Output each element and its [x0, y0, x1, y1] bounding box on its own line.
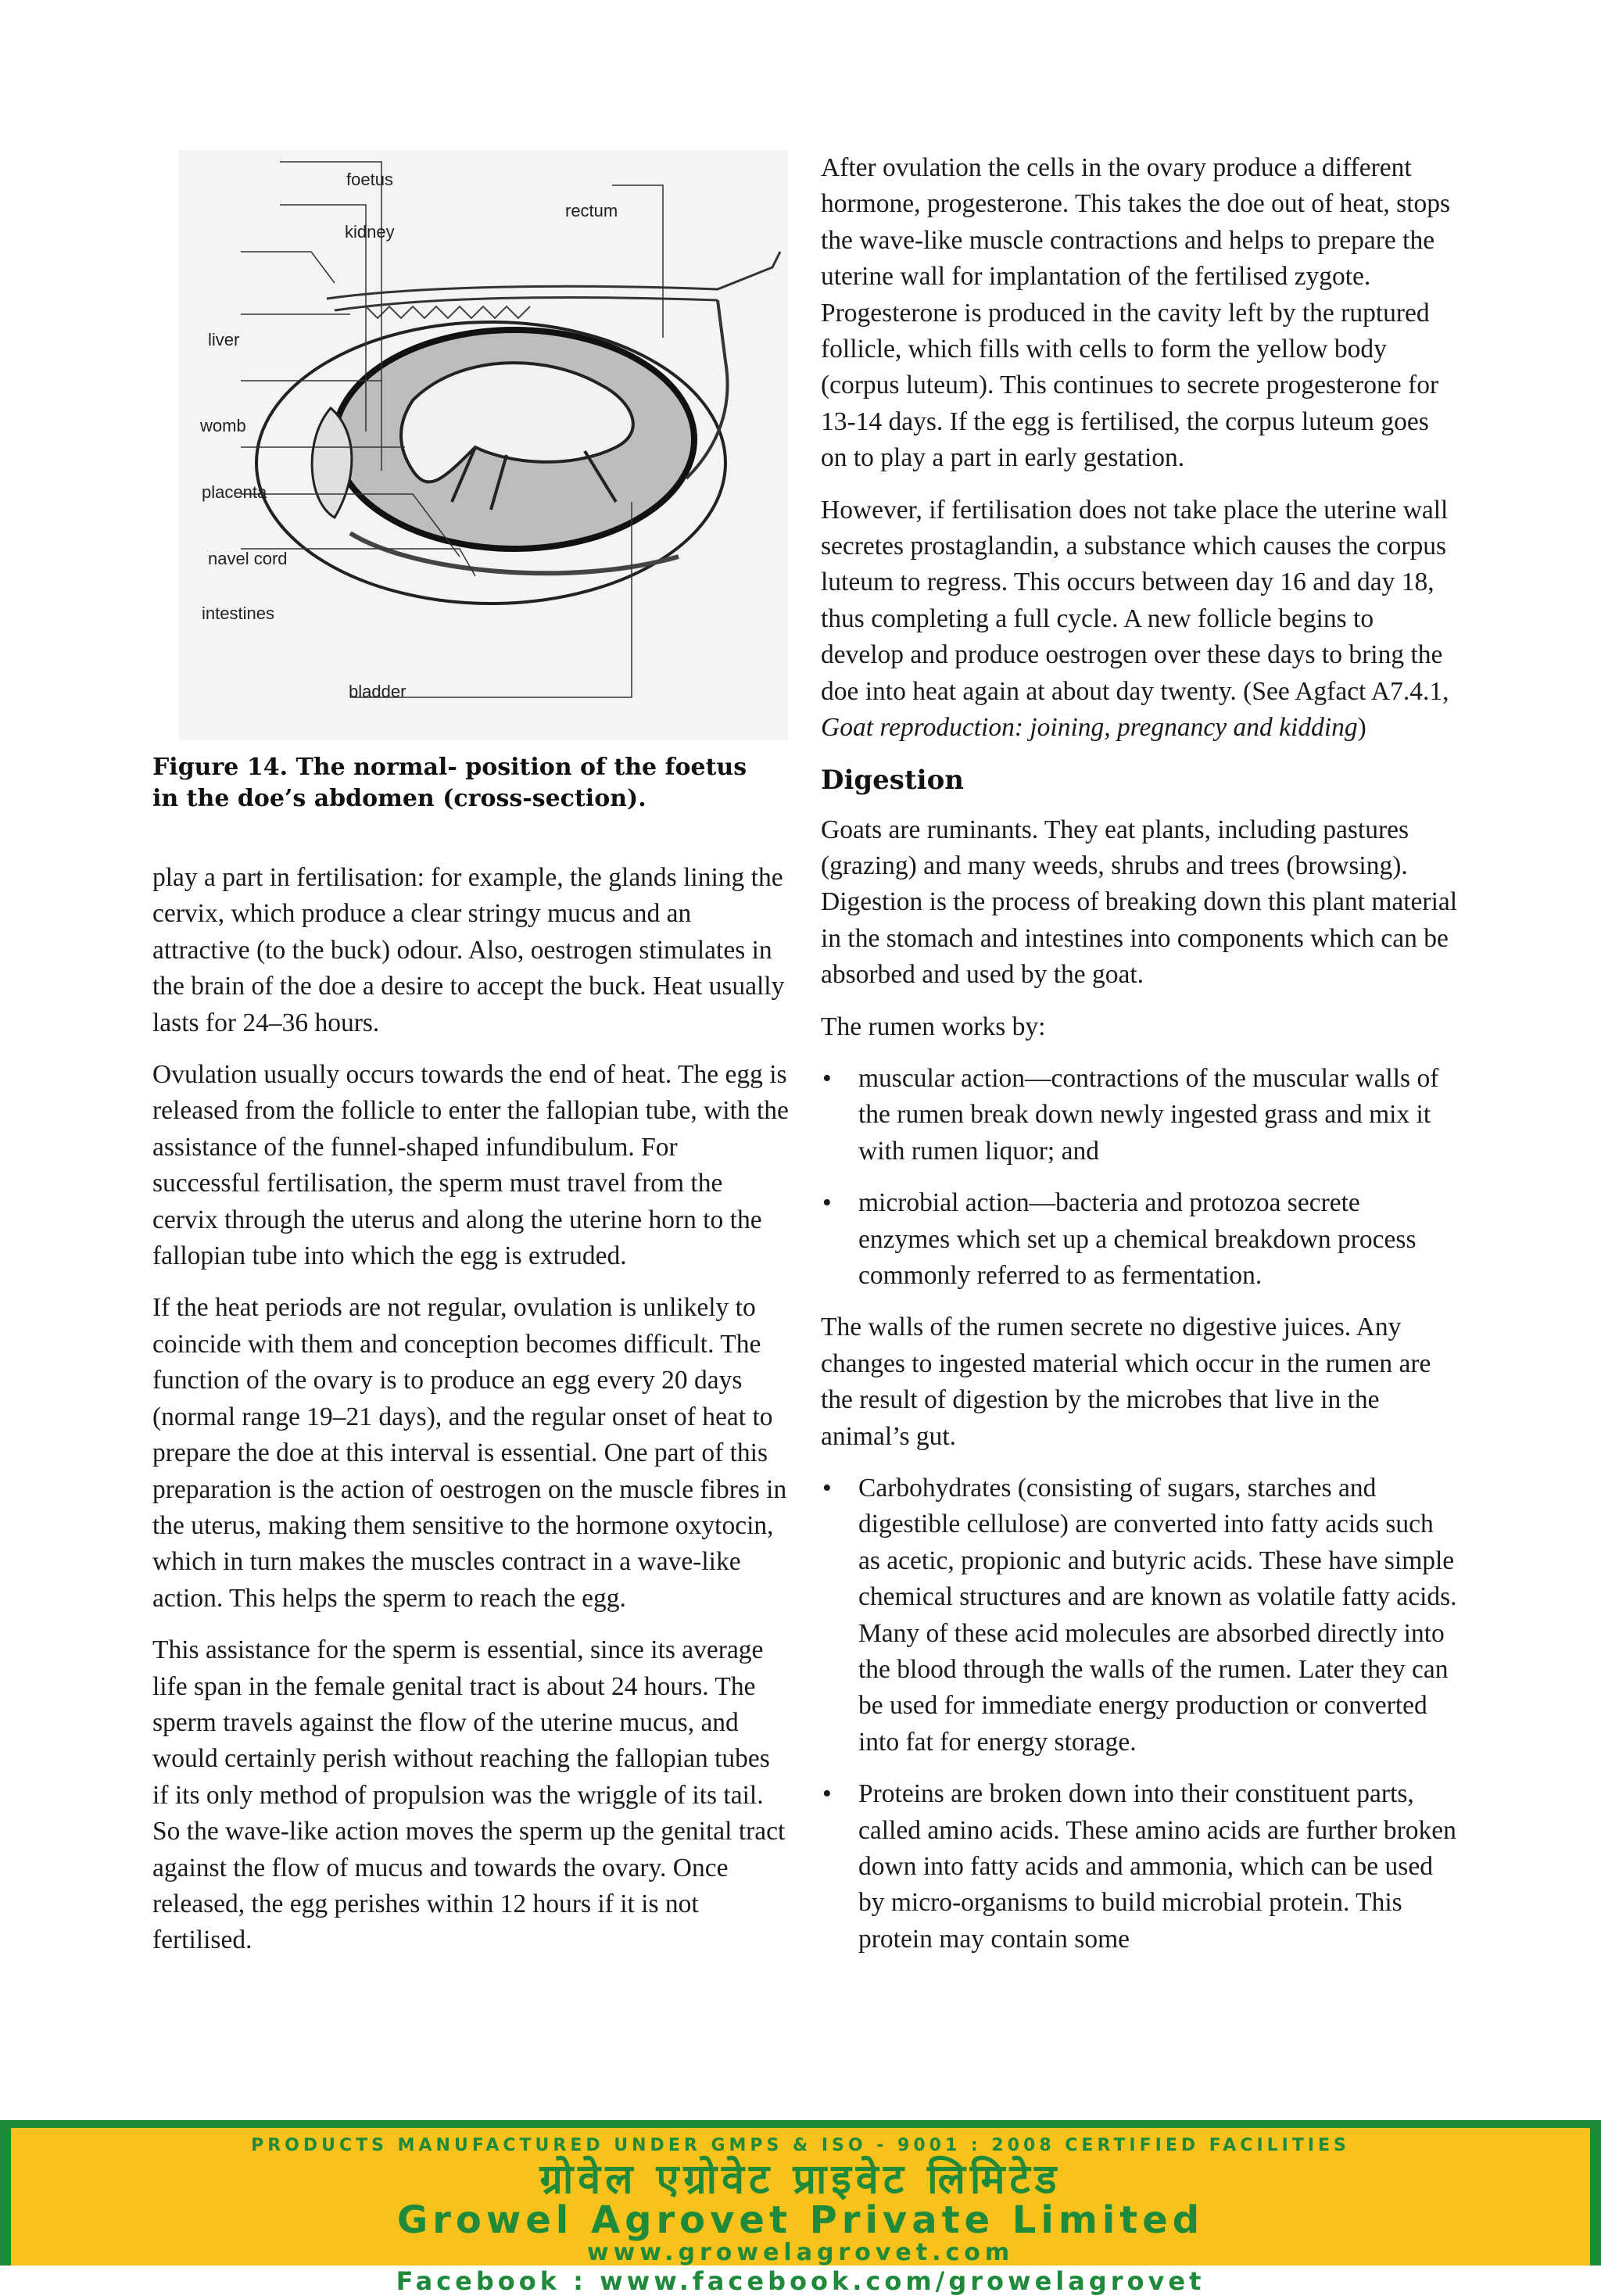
section-heading: Digestion [821, 764, 964, 796]
list-item: • microbial action—bacteria and protozoa secrete enzymes which set up a chemical breakdown process commonly referred to as fermentation. [821, 1185, 1458, 1294]
footer-company-hindi: ग्रोवेल एग्रोवेट प्राइवेट लिमिटेड [539, 2156, 1062, 2203]
footer-banner [0, 2120, 1601, 2296]
label-intestines: intestines [202, 604, 274, 623]
paragraph: Ovulation usually occurs towards the end of heat. The egg is released from the follicle to enter the fallopian tube, with the assistance of the funnel-shaped infundibulum. For successful fertilisation, the sperm must travel from the cervix through the uterus and along the uterine horn to the fallopian tube into which the egg is extruded. [152, 1060, 789, 1271]
right-column [821, 150, 1458, 1973]
label-liver: liver [208, 330, 240, 349]
list-item: • muscular action—contractions of the muscular walls of the rumen break down newly ingested grass and mix it with rumen liquor; and [821, 1061, 1458, 1169]
label-kidney: kidney [345, 222, 395, 242]
footer-certification: PRODUCTS MANUFACTURED UNDER GMPS & ISO - 9001 : 2008 CERTIFIED FACILITIES [251, 2136, 1350, 2155]
list-item: • Carbohydrates (consisting of sugars, starches and digestible cellulose) are converted into fatty acids such as acetic, propionic and butyric acids. These have simple chemical structures and are known as volatile fatty acids. Many of these acid molecules are absorbed directly into the blood through the walls of the rumen. Later they can be used for immediate energy production or converted into fat for energy storage. [821, 1470, 1458, 1761]
paragraph: After ovulation the cells in the ovary produce a different hormone, progesterone. This takes the doe out of heat, stops the wave-like muscle contractions and helps to prepare the uterine wall for implantation of the fertilised zygote. Progesterone is produced in the cavity left by the ruptured follicle, which fills with cells to form the yellow body (corpus luteum). This continues to secrete progesterone for 13-14 days. If the egg is fertilised, the corpus luteum goes on to play a part in early gestation. [821, 153, 1451, 473]
paragraph: Goats are ruminants. They eat plants, including pastures (grazing) and many weeds, shrubs and trees (browsing). Digestion is the process of breaking down this plant material in the stomach and intestines into components which can be absorbed and used by the goat. [821, 815, 1458, 990]
bullet-list [821, 1061, 1458, 1294]
footer-facebook-link[interactable]: Facebook : www.facebook.com/growelagrovet [396, 2266, 1205, 2296]
label-bladder: bladder [349, 682, 407, 701]
paragraph: The rumen works by: [821, 1012, 1046, 1041]
footer-website-link[interactable]: www.growelagrovet.com [586, 2239, 1015, 2266]
label-navel-cord: navel cord [208, 549, 288, 568]
paragraph: The walls of the rumen secrete no digestive juices. Any changes to ingested material which occur in the rumen are the result of digestion by the microbes that live in the animal’s gut. [821, 1313, 1431, 1451]
reference-title: Goat reproduction: joining, pregnancy and kidding [821, 713, 1358, 743]
footer-company-name: Growel Agrovet Private Limited [396, 2198, 1205, 2242]
foetus-diagram [178, 150, 788, 740]
paragraph: This assistance for the sperm is essential, since its average life span in the female genital tract is about 24 hours. The sperm travels against the flow of the uterine mucus, and would certainly perish without reaching the fallopian tubes if its only method of propulsion was the wriggle of its tail. So the wave-like action moves the sperm up the genital tract against the flow of mucus and towards the ovary. Once released, the egg perishes within 12 hours if it is not fertilised. [152, 1635, 786, 1955]
paragraph: If the heat periods are not regular, ovulation is unlikely to coincide with them and conception becomes difficult. The function of the ovary is to produce an egg every 20 days (normal range 19–21 days), and the regular onset of heat to prepare the doe at this interval is essential. One part of this preparation is the action of oestrogen on the muscle fibres in the uterus, making them sensitive to the hormone oxytocin, which in turn makes the muscles contract in a wave-like action. This helps the sperm to reach the egg. [152, 1293, 787, 1613]
footer-band [11, 2128, 1590, 2296]
label-rectum: rectum [565, 201, 618, 220]
paragraph-end: ) [1357, 713, 1366, 743]
paragraph: play a part in fertilisation: for example, the glands lining the cervix, which produce a clear stringy mucus and an attractive (to the buck) odour. Also, oestrogen stimulates in the brain of the doe a desire to accept the buck. Heat usually lasts for 24–36 hours. [152, 863, 785, 1037]
label-foetus: foetus [346, 170, 393, 189]
list-item: • Proteins are broken down into their constituent parts, called amino acids. These amino acids are further broken down into fatty acids and ammonia, which can be used by micro-organisms to build microbial protein. This protein may contain some [821, 1776, 1458, 1958]
paragraph [821, 493, 1458, 747]
left-column [152, 860, 790, 1975]
bullet-list [821, 1470, 1458, 1958]
label-placenta: placenta [202, 482, 267, 502]
label-womb: womb [200, 416, 246, 435]
figure-caption: Figure 14. The normal- position of the foetus in the doe’s abdomen (cross-section). [152, 754, 747, 812]
paragraph-text: However, if fertilisation does not take place the uterine wall secretes prostaglandin, a substance which causes the corpus luteum to regress. This occurs between day 16 and day 18, thus completing a full cycle. A new follicle begins to develop and produce oestrogen over these days to bring the doe into heat again at about day twenty. (See Agfact A7.4.1, [821, 495, 1449, 706]
